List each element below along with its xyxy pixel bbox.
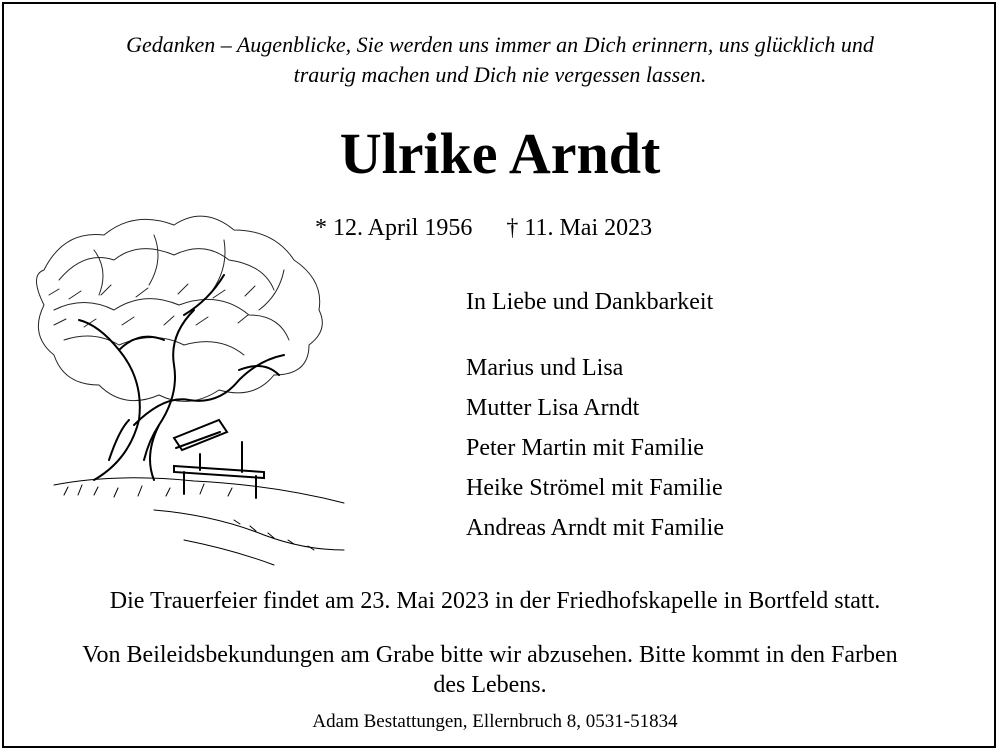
death-date: † 11. Mai 2023 bbox=[506, 215, 653, 241]
mourner-entry: Marius und Lisa bbox=[466, 355, 624, 381]
tree-with-bench-icon bbox=[34, 210, 364, 570]
deceased-name: Ulrike Arndt bbox=[339, 121, 661, 186]
mourner-list bbox=[466, 350, 724, 550]
mourner-entry: Heike Strömel mit Familie bbox=[466, 475, 723, 501]
quote-line-1: Gedanken – Augenblicke, Sie werden uns immer an Dich erinnern, uns glücklich und bbox=[126, 32, 874, 57]
condolence-note: Von Beileidsbekundungen am Grabe bitte wir abzusehen. Bitte kommt in den Farben des Lebens. bbox=[82, 642, 898, 698]
funeral-service-info: Die Trauerfeier findet am 23. Mai 2023 in der Friedhofskapelle in Bortfeld statt. bbox=[109, 588, 881, 614]
dedication-line: In Liebe und Dankbarkeit bbox=[466, 289, 714, 315]
birth-date: * 12. April 1956 bbox=[315, 215, 473, 241]
mourner-entry: Andreas Arndt mit Familie bbox=[466, 515, 724, 541]
mourner-entry: Mutter Lisa Arndt bbox=[466, 395, 640, 421]
funeral-home-info: Adam Bestattungen, Ellernbruch 8, 0531-51834 bbox=[312, 711, 678, 732]
mourner-entry: Peter Martin mit Familie bbox=[466, 435, 704, 461]
life-dates bbox=[315, 212, 652, 244]
memorial-quote bbox=[0, 30, 1000, 90]
quote-line-2: traurig machen und Dich nie vergessen lassen. bbox=[293, 62, 707, 87]
